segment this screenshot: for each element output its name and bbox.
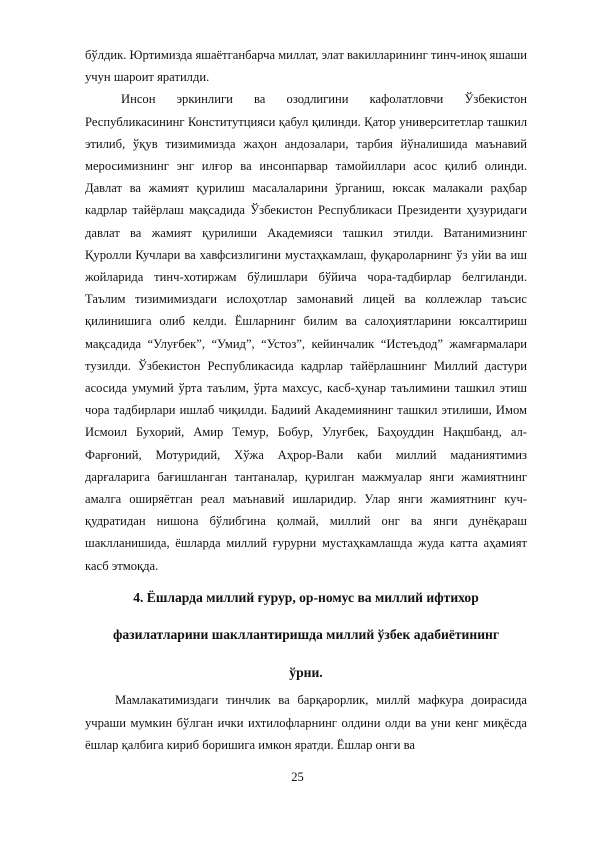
document-page xyxy=(85,44,527,756)
paragraph-stability: Мамлакатимиздаги тинчлик ва барқарорлик, миллй мафкура доирасида учраши мумкин бўлган ички ихтилофларнинг олдини олди ва уни кенг миқёсда ёшлар қалбига кириб боришига имкон яратди. Ёшлар онги ва xyxy=(85,693,527,752)
section-heading xyxy=(85,577,527,690)
section-heading-line-1: 4. Ёшларда миллий ғурур, ор-номус ва миллий ифтихор xyxy=(133,589,479,605)
paragraph-constitution: Инсон эркинлиги ва озодлигини кафолатловчи Ўзбекистон Республикасининг Конститутцияси қабул қилинди. Қатор университетлар ташкил этилиб, ўқув тизимимизда жаҳон андозалари, тарбия йўналишида маънавий меросимизнинг энг илғор ва инсонпарвар тамойиллари асос қилиб олинди. Давлат ва жамият қурилиш масалаларини ўрганиш, юксак малакали раҳбар кадрлар тайёрлаш мақсадида Ўзбекистон Республикаси Президенти ҳузуридаги давлат ва жамият қурилиши Академияси ташкил этилди. Ватанимизнинг Қуролли Кучлари ва хавфсизлигини мустаҳкамлаш, фуқароларнинг ўз уйи ва иш жойларида тинч-хотиржам бўлишлари бўйича чора-тадбирлар белгиланди. Таълим тизимимиздаги ислоҳотлар замонавий лицей ва коллежлар таъсис қилинишига олиб келди. Ёшларнинг билим ва салоҳиятларини юксалтириш мақсадида “Улуғбек”, “Умид”, “Устоз”, кейинчалик “Истеъдод” жамғармалари тузилди. Ўзбекистон Республикасида кадрлар тайёрлашнинг Миллий дастури асосида умумий ўрта таълим, ўрта махсус, касб-ҳунар таълимини ташкил этиш чора тадбирлари ишлаб чиқилди. Бадиий Академиянинг ташкил этилиши, Имом Исмоил Бухорий, Амир Темур, Бобур, Улуғбек, Баҳоуддин Нақшбанд, ал-Фарғоний, Мотуридий, Хўжа Аҳрор-Вали каби миллий маданиятимиз дарғаларига бағишланган тантаналар, қурилган мажмуалар янги жамиятнинг амалга оширяётган реал маънавий ишларидир. Улар янги жамиятнинг куч-қудратидан нишона бўлибгина қолмай, миллий онг ва янги дунёқараш шаклланишида, ёшларда миллий ғурурни мустаҳкамлашда жуда катта аҳамият касб этмоқда. xyxy=(85,92,527,573)
section-heading-line-3: ўрни. xyxy=(289,664,323,680)
section-heading-line-2: фазилатларини шакллантиришда миллий ўзбек адабиётининг xyxy=(112,627,500,643)
paragraph-intro: бўлдик. Юртимизда яшаётганбарча миллат, элат вакилларининг тинч-иноқ яшаши учун шароит яратилди. xyxy=(85,48,527,85)
page-number: 25 xyxy=(291,770,304,784)
